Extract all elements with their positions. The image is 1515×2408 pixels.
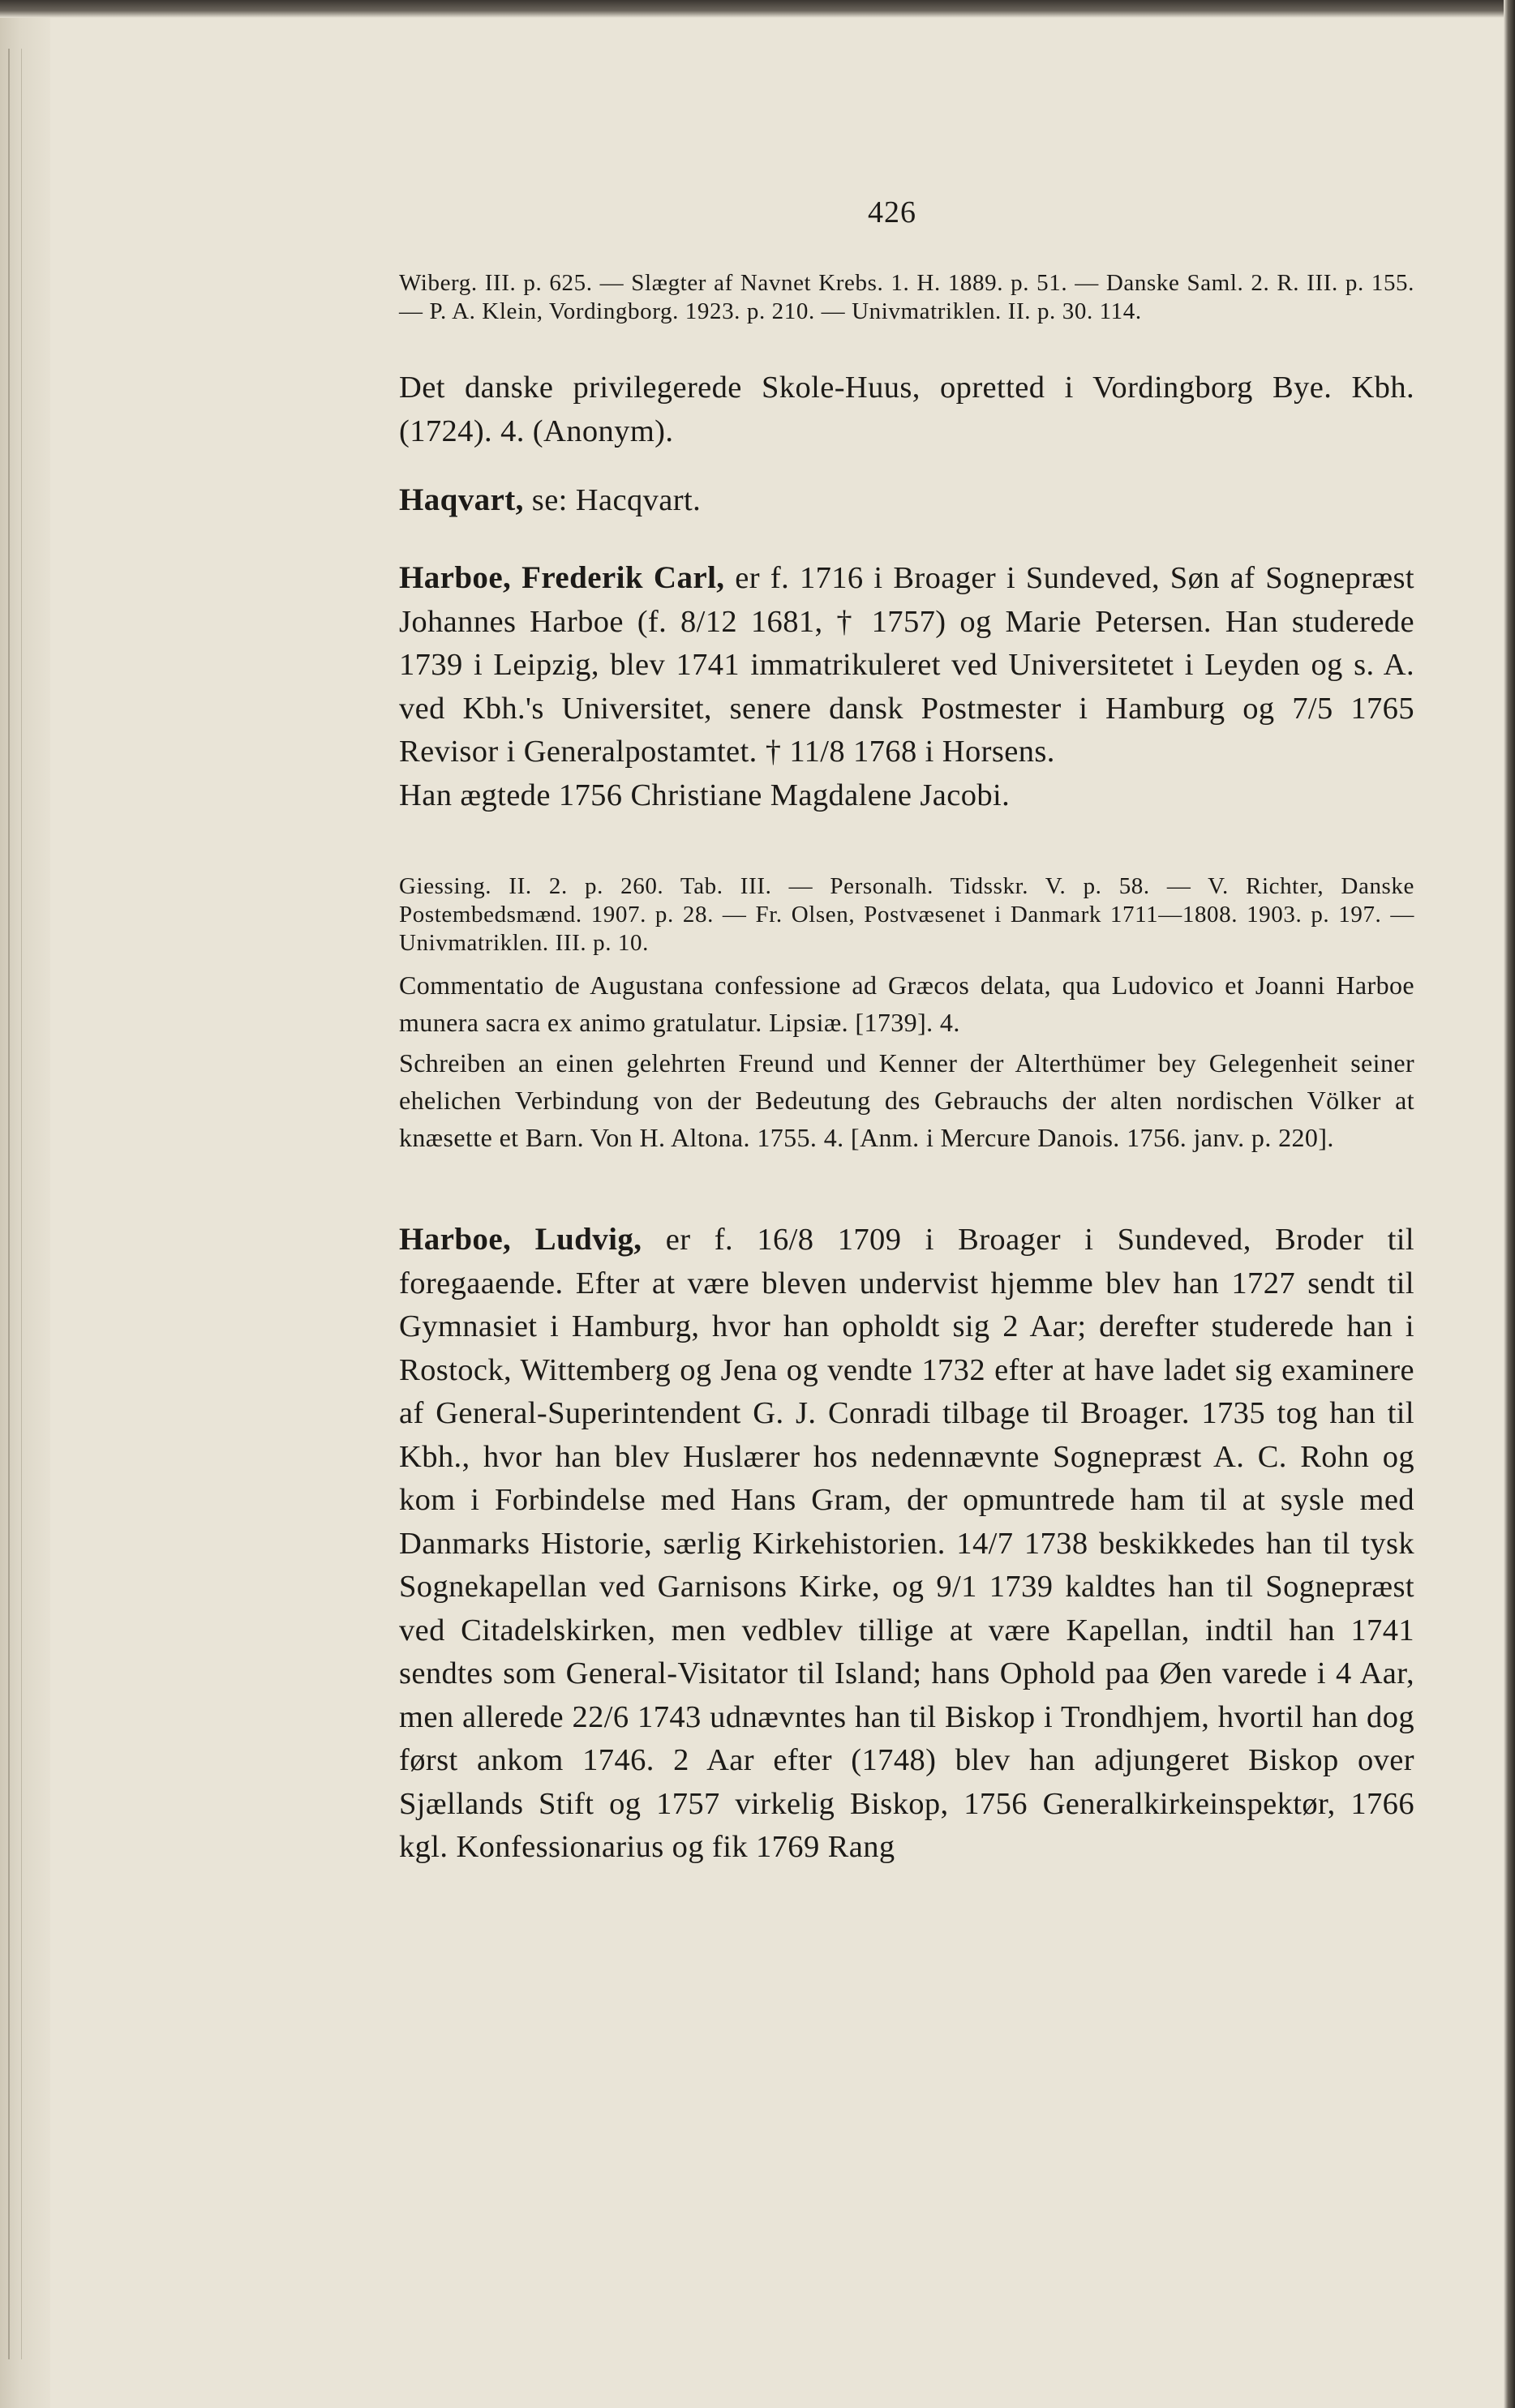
entry-biography: er f. 16/8 1709 i Broager i Sundeved, Broder til foregaaende. Efter at være bleven undervist hjemme blev han 1727 sendt til Gymnasiet i Hamburg, hvor han opholdt sig 2 Aar; derefter studerede han i Rostock, Wittemberg og Jena og vendte 1732 efter at have ladet sig examinere af General-Superintendent G. J. Conradi tilbage til Broager. 1735 tog han til Kbh., hvor han blev Huslærer hos nedennævnte Sognepræst A. C. Rohn og kom i Forbindelse med Hans Gram, der opmuntrede ham til at sysle med Danmarks Historie, særlig Kirkehistorien. 14/7 1738 beskikkedes han til tysk Sognekapellan ved Garnisons Kirke, og 9/1 1739 kaldtes han til Sognepræst ved Citadelskirken, men vedblev tillige at være Kapellan, indtil han 1741 sendtes som General-Visitator til Island; hans Ophold paa Øen varede i 4 Aar, men allerede 22/6 1743 udnævntes han til Biskop i Trondhjem, hvortil han dog først ankom 1746. 2 Aar efter (1748) blev han adjungeret Biskop over Sjællands Stift og 1757 virkelig Biskop, 1756 Generalkirkeinspektør, 1766 kgl. Konfessionarius og fik 1769 Rang xyxy=(399,1223,1414,1864)
entry-name: Harboe, Ludvig, xyxy=(399,1222,642,1257)
crossref-entry xyxy=(399,478,1414,523)
work-title: Commentatio de Augustana confessione ad Græcos delata, qua Ludovico et Joanni Harboe munera sacra ex animo gratulatur. Lipsiæ. [1739]. 4. xyxy=(399,970,1414,1037)
crossref-text: se: Hacqvart. xyxy=(523,483,702,517)
work-title: Det danske privilegerede Skole-Huus, opretted i Vordingborg Bye. Kbh. (1724). 4. (Anonym). xyxy=(399,371,1414,448)
entry-harboe-ludvig xyxy=(399,1218,1414,1870)
entry-marriage: Han ægtede 1756 Christiane Magdalene Jacobi. xyxy=(399,778,1011,812)
work-title: Schreiben an einen gelehrten Freund und Kenner der Alterthümer bey Gelegenheit seiner ehelichen Verbindung von der Bedeutung des Gebrauchs der alten nordischen Völker at knæsette et Barn. Von H. Altona. 1755. 4. [Anm. i Mercure Danois. 1756. janv. p. 220]. xyxy=(399,1048,1414,1152)
reference-list: Wiberg. III. p. 625. — Slægter af Navnet Krebs. 1. H. 1889. p. 51. — Danske Saml. 2. R. III. p. 155. — P. A. Klein, Vordingborg. 1923. p. 210. — Univmatriklen. II. p. 30. 114. xyxy=(399,270,1414,324)
entry-harboe-frederik-carl-references xyxy=(399,872,1414,968)
page-number: 426 xyxy=(868,195,916,229)
reference-list: Giessing. II. 2. p. 260. Tab. III. — Personalh. Tidsskr. V. p. 58. — V. Richter, Danske Postembedsmænd. 1907. p. 28. — Fr. Olsen, Postvæsenet i Danmark 1711—1808. 1903. p. 197. — Univmatriklen. III. p. 10. xyxy=(399,873,1414,956)
entry-name: Haqvart, xyxy=(399,482,524,517)
entry-name: Harboe, Frederik Carl, xyxy=(399,560,725,595)
previous-entry-references xyxy=(399,269,1414,326)
entry-biography: er f. 1716 i Broager i Sundeved, Søn af Sognepræst Johannes Harboe (f. 8/12 1681, † 1757) og Marie Petersen. Han studerede 1739 i Leipzig, blev 1741 immatrikuleret ved Universitetet i Leyden og s. A. ved Kbh.'s Universitet, senere dansk Postmester i Hamburg og 7/5 1765 Revisor i Generalpostamtet. † 11/8 1768 i Horsens. xyxy=(399,561,1414,769)
entry-harboe-frederik-carl-works xyxy=(399,966,1414,1156)
entry-harboe-frederik-carl xyxy=(399,556,1414,817)
previous-entry-works xyxy=(399,366,1414,453)
